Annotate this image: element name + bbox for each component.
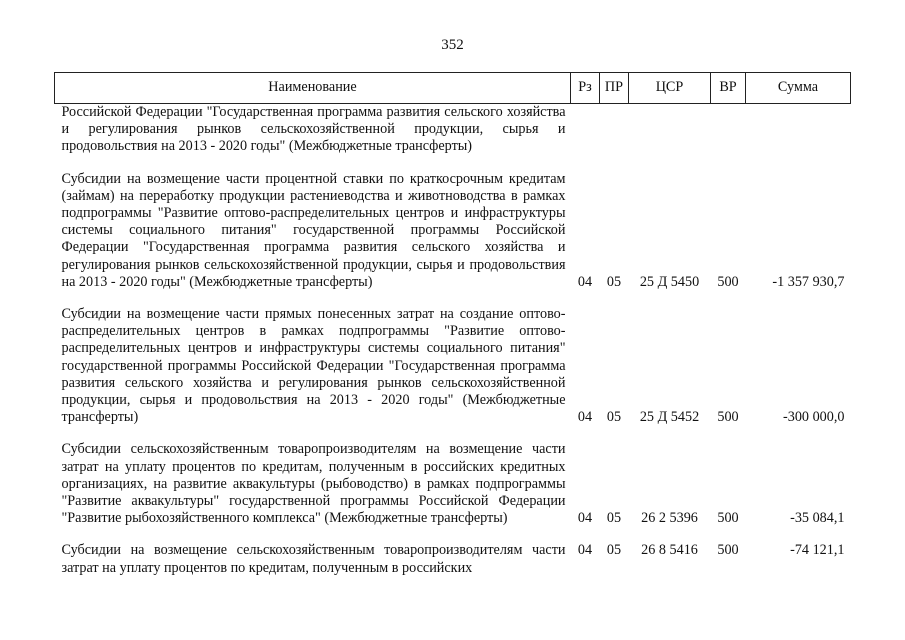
row-pr: 05: [606, 542, 622, 559]
row-description: Субсидии на возмещение части прямых понесенных затрат на создание оптово-распределительных центров в рамках подпрограммы "Развитие оптово-распределительных центров и инфраструктуры системы социального питания" государственной программы Российской Федерации "Государственная программа развития сельского хозяйства и регулирования рынков сельскохозяйственной продукции, сырья и продовольствия на 2013 - 2020 годы" (Межбюджетные трансферты): [61, 306, 566, 426]
table-row: [55, 104, 851, 171]
row-csr: 25 Д 5452: [639, 409, 700, 426]
budget-table: [54, 72, 851, 577]
row-csr: 25 Д 5450: [639, 273, 700, 290]
row-vr: 500: [717, 542, 739, 559]
row-rz: 04: [577, 510, 593, 527]
row-pr: 05: [606, 510, 622, 527]
row-description: Субсидии сельскохозяйственным товаропроизводителям на возмещение части затрат на уплату процентов по кредитам, полученным в российских кредитных организациях, на развитие аквакультуры (рыбоводство) в рамках подпрограммы "Развитие аквакультуры" государственной программы Российской Федерации "Развитие рыбохозяйственного комплекса" (Межбюджетные трансферты): [61, 441, 566, 527]
page-number: 352: [441, 37, 464, 53]
row-rz: 04: [577, 273, 593, 290]
table-row: [55, 306, 851, 441]
row-csr: [629, 104, 711, 171]
row-csr: 26 8 5416: [641, 542, 698, 559]
column-header-csr: ЦСР: [629, 73, 711, 104]
row-sum: -300 000,0: [783, 409, 845, 426]
column-header-sum: Сумма: [746, 73, 851, 104]
row-description: Субсидии на возмещение части процентной ставки по краткосрочным кредитам (займам) на переработку продукции растениеводства и животноводства в рамках подпрограммы "Развитие оптово-распределительных центров и инфраструктуры системы социального питания" государственной программы Российской Федерации "Государственная программа развития сельского хозяйства и регулирования рынков сельскохозяйственной продукции, сырья и продовольствия на 2013 - 2020 годы" (Межбюджетные трансферты): [61, 170, 566, 290]
row-pr: 05: [606, 409, 622, 426]
row-vr: 500: [717, 510, 739, 527]
row-rz: 04: [577, 409, 593, 426]
row-sum: -1 357 930,7: [772, 273, 845, 290]
table-header-row: [55, 73, 851, 104]
row-sum: -35 084,1: [790, 510, 845, 527]
row-description: Субсидии на возмещение сельскохозяйственным товаропроизводителям части затрат на уплату процентов по кредитам, полученным в российских: [61, 542, 566, 576]
row-pr: 05: [606, 273, 622, 290]
column-header-vr: ВР: [711, 73, 746, 104]
row-csr: 26 2 5396: [641, 510, 698, 527]
table-row: [55, 441, 851, 542]
row-pr: [600, 104, 629, 171]
column-header-pr: ПР: [600, 73, 629, 104]
table-row: [55, 542, 851, 576]
row-description: Российской Федерации "Государственная программа развития сельского хозяйства и регулирования рынков сельскохозяйственной продукции, сырья и продовольствия на 2013 - 2020 годы" (Межбюджетные трансферты): [61, 104, 566, 155]
row-vr: 500: [717, 273, 739, 290]
row-sum: [746, 104, 851, 171]
column-header-name: Наименование: [55, 73, 571, 104]
column-header-rz: Рз: [571, 73, 600, 104]
row-vr: [711, 104, 746, 171]
row-sum: -74 121,1: [790, 542, 845, 559]
row-rz: 04: [577, 542, 593, 559]
row-rz: [571, 104, 600, 171]
table-row: [55, 171, 851, 306]
row-vr: 500: [717, 409, 739, 426]
